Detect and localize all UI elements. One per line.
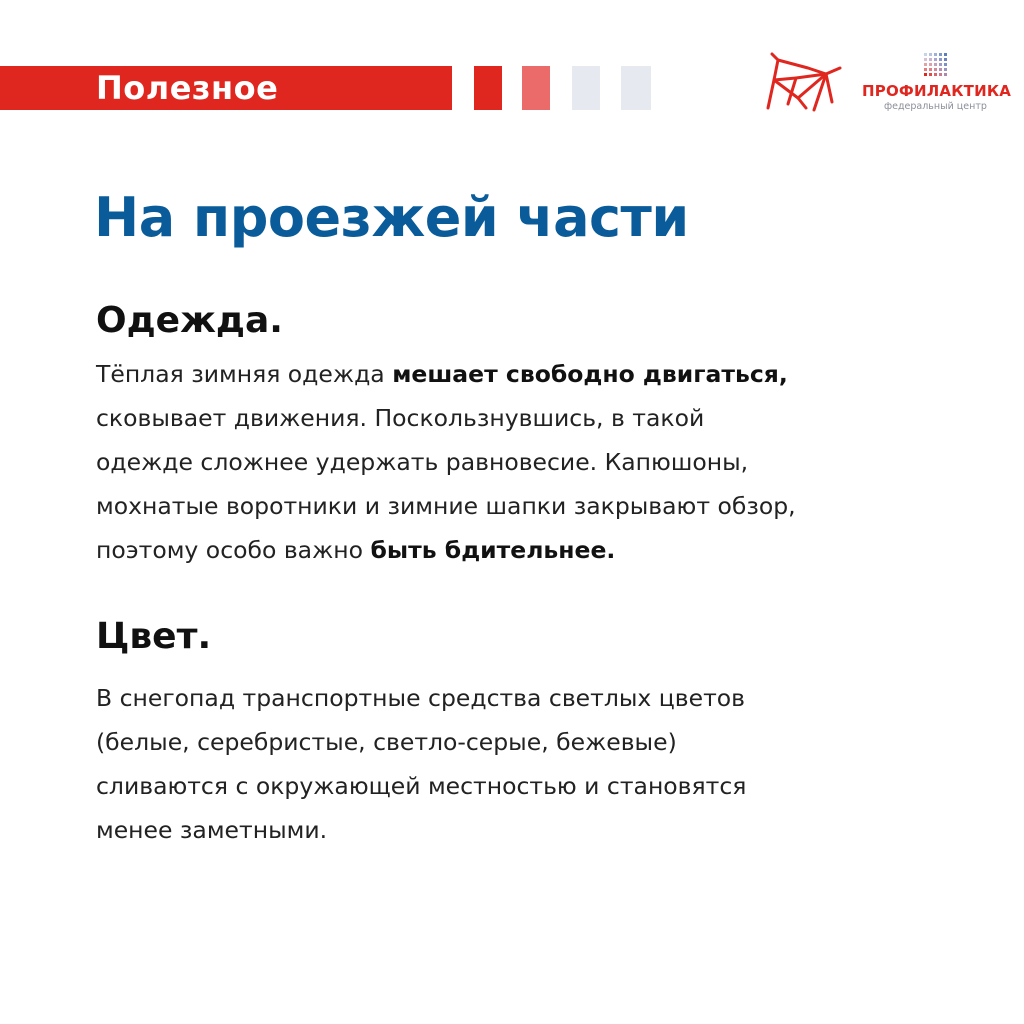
decor-square-1 <box>474 66 502 110</box>
text-line: мохнатые воротники и зимние шапки закрывают обзор, <box>96 492 796 520</box>
dot-grid-icon <box>924 53 948 77</box>
section-text-clothing <box>96 352 956 572</box>
text-line: сливаются с окружающей местностью и становятся <box>96 772 747 800</box>
decor-square-2 <box>522 66 550 110</box>
text-emphasis: мешает свободно двигаться, <box>392 360 788 388</box>
text-line: сковывает движения. Поскользнувшись, в такой <box>96 404 705 432</box>
text-line <box>96 352 956 396</box>
page-title: На проезжей части <box>94 186 689 249</box>
text-line: В снегопад транспортные средства светлых цветов <box>96 684 745 712</box>
text-line: одежде сложнее удержать равновесие. Капюшоны, <box>96 448 749 476</box>
text-line: менее заметными. <box>96 816 328 844</box>
section-heading-color: Цвет. <box>96 616 212 657</box>
text-run: поэтому особо важно <box>96 536 371 564</box>
text-run: Тёплая зимняя одежда <box>96 360 393 388</box>
decor-square-3 <box>572 66 600 110</box>
chair-logo-icon <box>764 50 844 114</box>
section-heading-clothing: Одежда. <box>96 300 283 341</box>
text-line <box>96 528 956 572</box>
section-text-color <box>96 676 956 852</box>
text-line: (белые, серебристые, светло-серые, бежевые) <box>96 728 677 756</box>
decor-square-4 <box>621 66 651 110</box>
logo-subtitle: федеральный центр <box>884 101 987 112</box>
header-label: Полезное <box>96 69 279 107</box>
logo-name: ПРОФИЛАКТИКА <box>862 82 1012 100</box>
text-emphasis: быть бдительнее. <box>370 536 616 564</box>
